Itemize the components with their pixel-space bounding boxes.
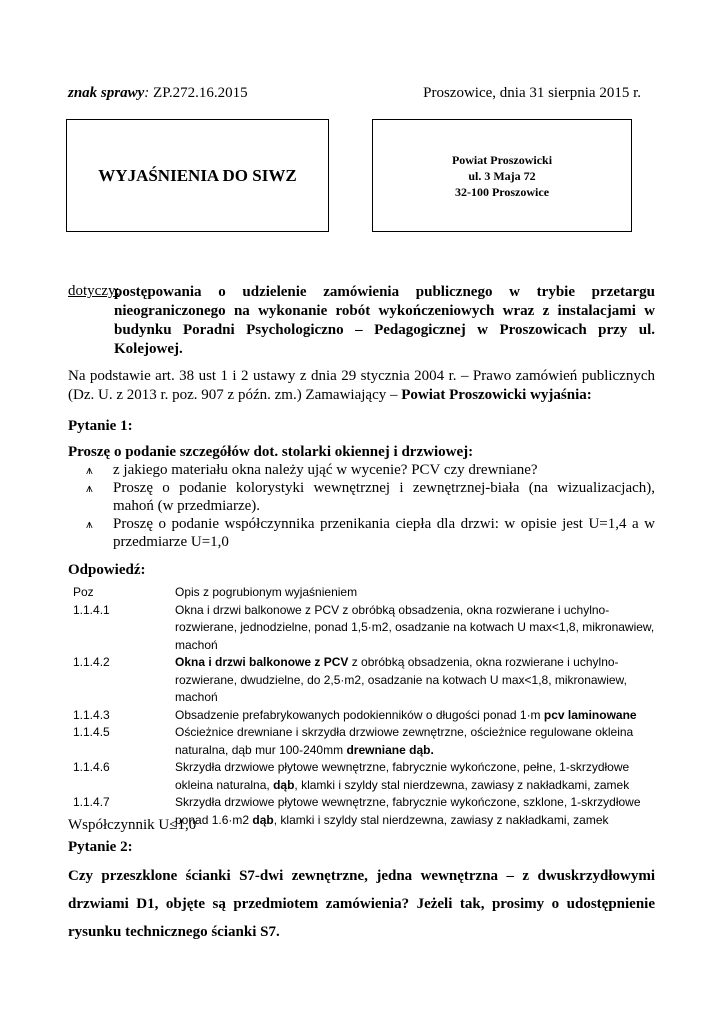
subject-text: postępowania o udzielenie zamówienia publicznego w trybie przetargu nieograniczonego na wykonanie robót wykończeniowych wraz z instalacjami w budynku Poradni Psychologiczno – Pedagogicznej w Proszowicach przy ul. Kolejowej.	[114, 284, 655, 357]
question-1-bullets	[86, 461, 655, 551]
question-2-text: Czy przeszklone ścianki S7-dwi zewnętrzne, jedna wewnętrzna – z dwuskrzydłowymi drzwiami D1, objęte są przedmiotem zamówienia? Jeżeli tak, prosimy o udostępnienie rysunku technicznego ścianki S7.	[68, 868, 655, 940]
table-row: 1.1.4.1 Okna i drzwi balkonowe z PCV z obróbką obsadzenia, okna rozwierane i uchylno-rozwierane, jednodzielne, ponad 1,5·m2, osadzanie na kotwach U max<1,8, mikronawiew, machoń	[73, 602, 655, 652]
question-2-heading: Pytanie 2:	[68, 839, 133, 855]
table-row: 1.1.4.3 Obsadzenie prefabrykowanych podokienników o długości ponad 1·m pcv laminowane	[73, 707, 637, 722]
table-row: 1.1.4.5 Ościeżnice drewniane i skrzydła drzwiowe zewnętrzne, ościeżnice regulowane okleina naturalna, dąb mur 100-240mm drewniane dąb.	[73, 725, 634, 757]
legal-basis-bold: Powiat Proszowicki wyjaśnia:	[401, 387, 592, 403]
document-title: WYJAŚNIENIA DO SIWZ	[98, 165, 297, 185]
address-line-2: ul. 3 Maja 72	[468, 168, 536, 183]
table-header	[73, 584, 658, 602]
triangle-bullet-icon: ⩚	[86, 481, 93, 495]
legal-basis	[68, 367, 655, 405]
case-number: ZP.272.16.2015	[153, 85, 248, 101]
list-item: ⩚ Proszę o podanie współczynnika przenikania ciepła dla drzwi: w opisie jest U=1,4 a w przedmiarze U=1,0	[86, 516, 655, 550]
legal-basis-text: Na podstawie art. 38 ust 1 i 2 ustawy z dnia 29 stycznia 2004 r. – Prawo zamówień publicznych (Dz. U. z 2013 r. poz. 907 z późn. zm.) Zamawiający –	[68, 368, 655, 403]
answer-1-heading: Odpowiedź:	[68, 562, 146, 578]
table-row: 1.1.4.6 Skrzydła drzwiowe płytowe wewnętrzne, fabrycznie wykończone, pełne, 1-skrzydłowe okleina naturalna, dąb, klamki i szyldy stal nierdzewna, zawiasy z nakładkami, zamek	[73, 760, 630, 792]
case-reference: znak sprawy: ZP.272.16.2015	[68, 85, 248, 101]
coefficient-note: Współczynnik U≤1,0	[68, 817, 197, 833]
question-1-heading: Pytanie 1:	[68, 418, 133, 434]
address-line-1: Powiat Proszowicki	[451, 152, 553, 167]
triangle-bullet-icon: ⩚	[86, 517, 93, 531]
table-row: 1.1.4.7 Skrzydła drzwiowe płytowe wewnętrzne, fabrycznie wykończone, szklone, 1-skrzydłowe ponad 1.6·m2 dąb, klamki i szyldy stal nierdzewna, zawiasy z nakładkami, zamek	[73, 795, 641, 827]
column-header-poz: Poz	[73, 585, 94, 599]
table-row: 1.1.4.2 Okna i drzwi balkonowe z PCV z obróbką obsadzenia, okna rozwierane i uchylno-rozwierane, dwudzielne, do 2,5·m2, osadzanie na kotwach U max<1,8, mikronawiew, machoń	[73, 655, 627, 704]
list-item: ⩚ z jakiego materiału okna należy ująć w wycenie? PCV czy drewniane?	[86, 462, 538, 478]
address-line-3: 32-100 Proszowice	[454, 184, 550, 199]
subject-label: dotyczy:	[68, 283, 120, 299]
answer-table	[73, 584, 658, 829]
case-label: znak sprawy	[68, 85, 145, 101]
list-item: ⩚ Proszę o podanie kolorystyki wewnętrznej i zewnętrznej-biała (na wizualizacjach), mahoń (w przedmiarze).	[86, 480, 655, 514]
question-1-subheading: Proszę o podanie szczegółów dot. stolarki okiennej i drzwiowej:	[68, 444, 474, 460]
address-box	[372, 119, 632, 232]
triangle-bullet-icon: ⩚	[86, 463, 93, 477]
title-box	[66, 119, 329, 232]
place-date: Proszowice, dnia 31 sierpnia 2015 r.	[423, 85, 641, 101]
column-header-opis: Opis z pogrubionym wyjaśnieniem	[175, 585, 358, 599]
